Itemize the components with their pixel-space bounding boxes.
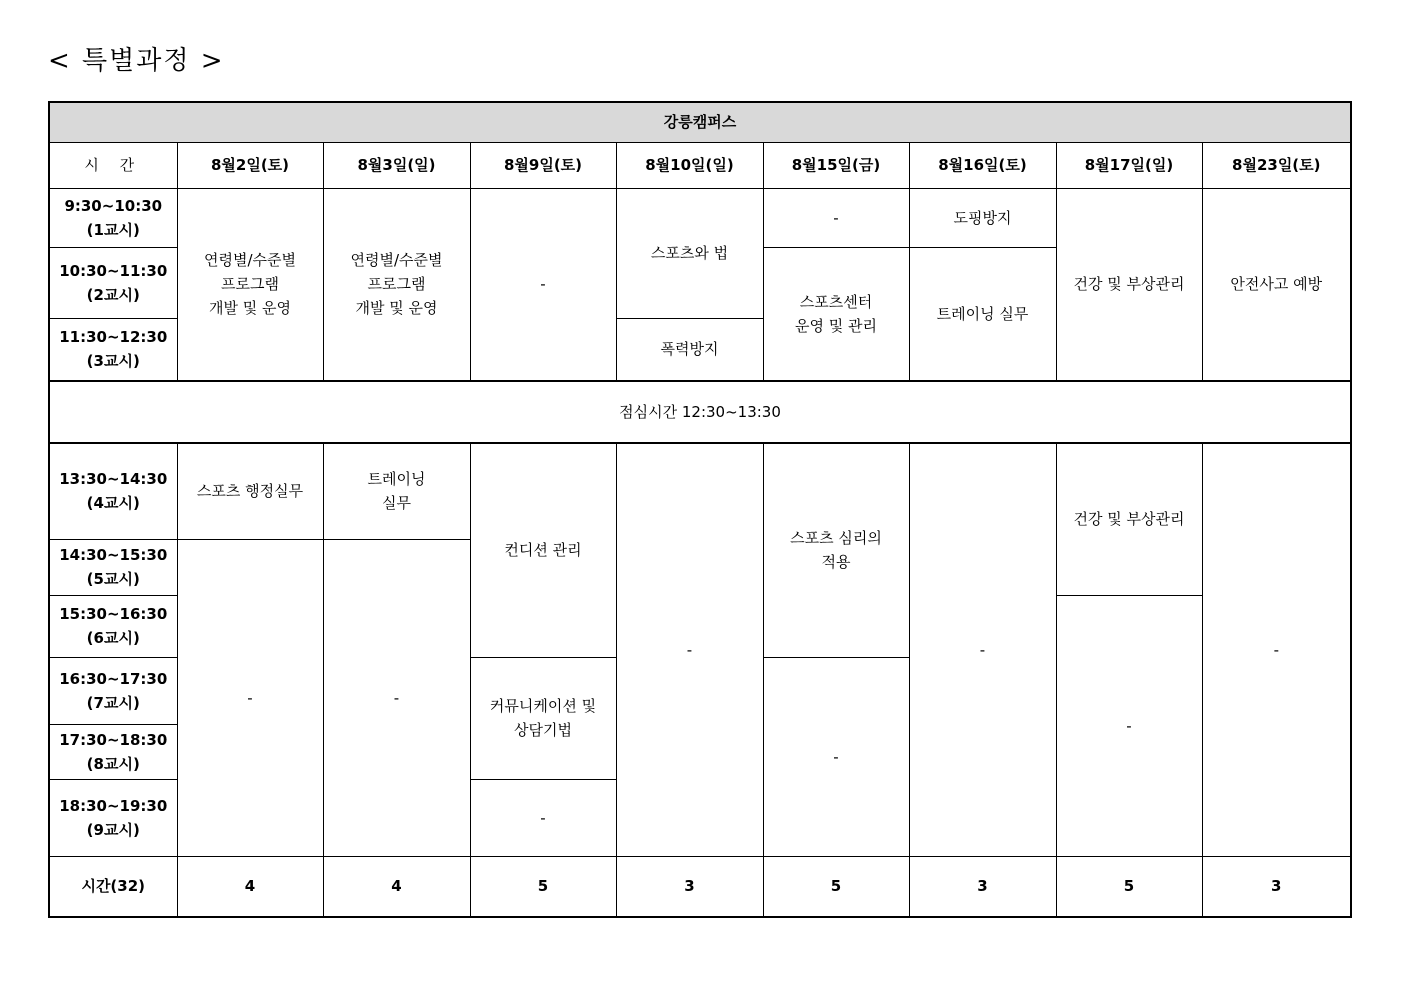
period-cell [49, 779, 177, 856]
session-cell: 연령별/수준별 프로그램 개발 및 운영 [177, 188, 323, 381]
total-label: 시간(32) [49, 856, 177, 917]
total-value: 4 [323, 856, 470, 917]
session-cell: 폭력방지 [616, 318, 763, 381]
period-cell [49, 657, 177, 724]
period-cell [49, 188, 177, 247]
period-time: 13:30~14:30 [59, 470, 168, 489]
period-cell [49, 318, 177, 381]
campus-header: 강릉캠퍼스 [49, 102, 1351, 142]
session-cell: 안전사고 예방 [1202, 188, 1351, 381]
time-column-header: 시 간 [49, 142, 177, 188]
session-cell: 트레이닝 실무 [323, 443, 470, 539]
schedule-table [48, 101, 1352, 918]
period-time: 18:30~19:30 [59, 796, 168, 815]
session-cell: - [177, 539, 323, 856]
period-label: (3교시) [86, 352, 140, 371]
date-header: 8월9일(토) [470, 142, 616, 188]
lunch-row: 점심시간 12:30~13:30 [49, 381, 1351, 443]
period-label: (9교시) [86, 820, 140, 839]
date-header: 8월16일(토) [909, 142, 1056, 188]
period-time: 17:30~18:30 [59, 730, 168, 749]
session-cell: 도핑방지 [909, 188, 1056, 247]
period-label: (2교시) [86, 285, 140, 304]
period-time: 9:30~10:30 [64, 196, 163, 215]
total-value: 5 [763, 856, 909, 917]
period-label: (5교시) [86, 570, 140, 588]
period-time: 11:30~12:30 [59, 328, 168, 347]
total-value: 3 [616, 856, 763, 917]
session-cell: 트레이닝 실무 [909, 247, 1056, 381]
session-cell: - [763, 188, 909, 247]
date-header: 8월3일(일) [323, 142, 470, 188]
date-header: 8월23일(토) [1202, 142, 1351, 188]
period-label: (6교시) [86, 629, 140, 647]
period-label: (4교시) [86, 494, 140, 513]
session-cell: 스포츠센터 운영 및 관리 [763, 247, 909, 381]
session-cell: - [470, 779, 616, 856]
session-cell: - [1056, 595, 1202, 856]
date-header: 8월15일(금) [763, 142, 909, 188]
period-label: (1교시) [86, 220, 140, 239]
period-cell [49, 247, 177, 318]
date-header: 8월10일(일) [616, 142, 763, 188]
session-cell: 커뮤니케이션 및 상담기법 [470, 657, 616, 779]
period-label: (7교시) [86, 693, 140, 712]
session-cell: 연령별/수준별 프로그램 개발 및 운영 [323, 188, 470, 381]
session-cell: - [470, 188, 616, 381]
total-value: 4 [177, 856, 323, 917]
date-header: 8월2일(토) [177, 142, 323, 188]
period-time: 14:30~15:30 [59, 546, 168, 564]
session-cell: 스포츠와 법 [616, 188, 763, 318]
period-cell [49, 539, 177, 595]
session-cell: - [763, 657, 909, 856]
total-value: 3 [1202, 856, 1351, 917]
session-cell: - [909, 443, 1056, 856]
period-time: 16:30~17:30 [59, 669, 168, 688]
session-cell: 컨디션 관리 [470, 443, 616, 657]
session-cell: - [616, 443, 763, 856]
total-value: 3 [909, 856, 1056, 917]
total-value: 5 [470, 856, 616, 917]
date-header: 8월17일(일) [1056, 142, 1202, 188]
period-cell [49, 724, 177, 779]
period-label: (8교시) [86, 754, 140, 773]
total-value: 5 [1056, 856, 1202, 917]
session-cell: 건강 및 부상관리 [1056, 188, 1202, 381]
period-cell [49, 443, 177, 539]
period-cell [49, 595, 177, 657]
session-cell: 스포츠 심리의 적용 [763, 443, 909, 657]
page-title: < 특별과정 > [48, 46, 225, 76]
period-time: 10:30~11:30 [59, 261, 168, 280]
session-cell: - [1202, 443, 1351, 856]
period-time: 15:30~16:30 [59, 605, 168, 623]
session-cell: 건강 및 부상관리 [1056, 443, 1202, 595]
session-cell: - [323, 539, 470, 856]
session-cell: 스포츠 행정실무 [177, 443, 323, 539]
